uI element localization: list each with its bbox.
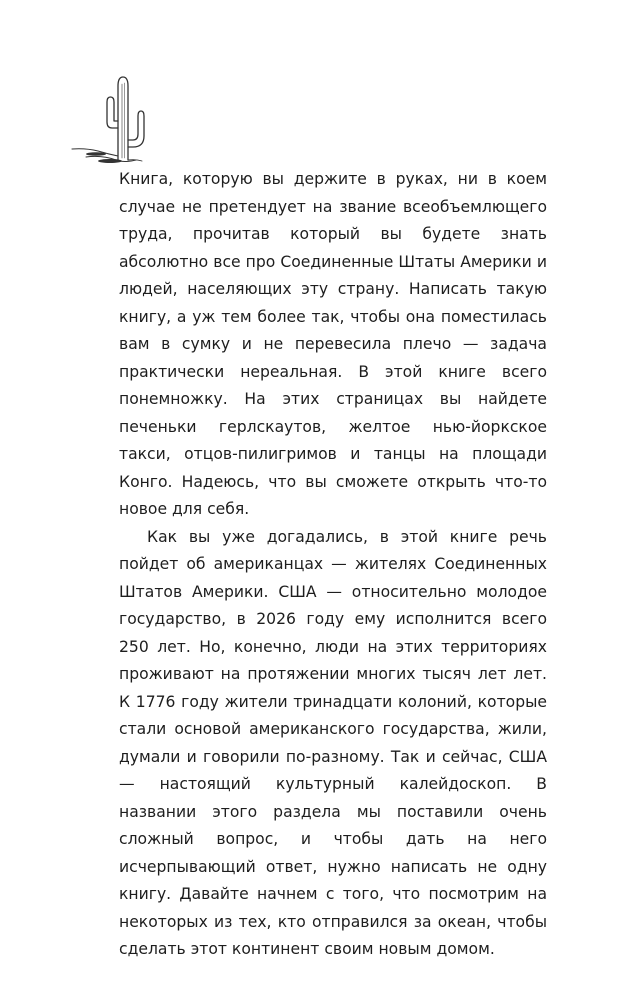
- paragraph: Как вы уже догадались, в этой книге речь пойдет об американцах — жителях Соединенных Штатов Америки. США — относительно молодое государство, в 2026 году ему исполнится всего 250 лет. Но, конечно, люди на этих территориях проживают на протяжении многих тысяч лет лет. К 1776 году жители тринадцати колоний, которые стали основой американского государства, жили, думали и говорили по-разному. Так и сейчас, США — настоящий культурный калейдоскоп. В названии этого раздела мы поставили очень сложный вопрос, и чтобы дать на него исчерпывающий ответ, нужно написать не одну книгу. Давайте начнем с того, что посмотрим на некоторых из тех, кто отправился за океан, чтобы сделать этот континент своим новым домом.: [119, 527, 547, 958]
- body-text: [119, 166, 547, 964]
- cactus-icon: [66, 64, 156, 174]
- paragraph: Книга, которую вы держите в руках, ни в коем случае не претендует на звание всеобъемлющего труда, прочитав который вы будете знать абсолютно все про Соединенные Штаты Америки и людей, населяющих эту страну. Написать такую книгу, а уж тем более так, чтобы она поместилась вам в сумку и не перевесила плечо — задача практически нереальная. В этой книге всего понемножку. На этих страницах вы найдете печеньки герлскаутов, желтое нью-йоркское такси, отцов-пилигримов и танцы на площади Конго. Надеюсь, что вы сможете открыть что-то новое для себя.: [119, 170, 547, 518]
